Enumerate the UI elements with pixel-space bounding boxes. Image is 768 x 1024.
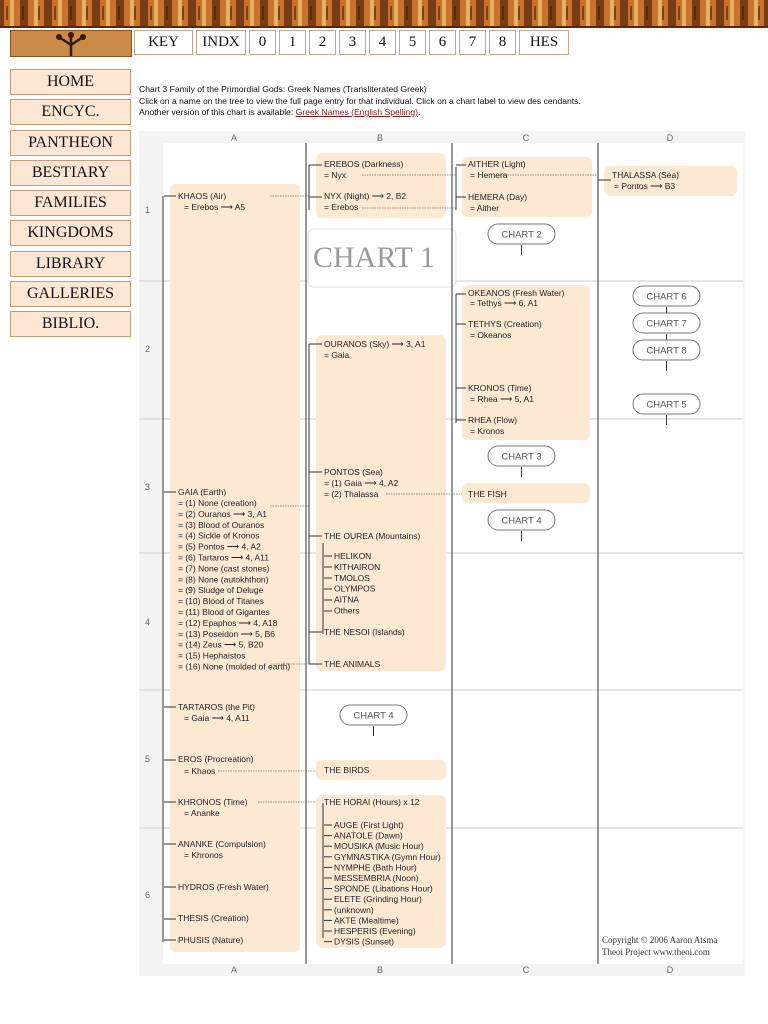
- nesoi-entry[interactable]: THE NESOI (Islands): [324, 627, 405, 637]
- ananke-entry[interactable]: ANANKE (Compulsion): [178, 839, 266, 849]
- chart-button-label-0[interactable]: CHART 2: [501, 229, 542, 241]
- nav-hes-link[interactable]: HES: [519, 30, 569, 55]
- row-header-6: 6: [145, 890, 151, 900]
- theoi-project-line: Theoi Project www.theoi.com: [602, 947, 710, 957]
- copyright-line: Copyright © 2006 Aaron Atsma: [602, 935, 718, 945]
- khronos-entry[interactable]: KHRONOS (Time): [178, 797, 248, 807]
- hour-4[interactable]: NYMPHE (Bath Hour): [334, 862, 417, 873]
- nav-key-link[interactable]: KEY: [134, 30, 193, 55]
- thesis-entry[interactable]: THESIS (Creation): [178, 913, 249, 923]
- fish-entry[interactable]: THE FISH: [468, 489, 507, 499]
- nav-chart-5-link[interactable]: 5: [399, 30, 426, 55]
- rhea-entry[interactable]: RHEA (Flow): [468, 415, 518, 425]
- gaia-spouse-13: = (14) Zeus ⟶ 5, B20: [178, 639, 264, 650]
- kronos-spouse: = Rhea ⟶ 5, A1: [470, 394, 534, 404]
- tethys-entry[interactable]: TETHYS (Creation): [468, 319, 542, 329]
- side-nav-families[interactable]: FAMILIES: [10, 190, 131, 216]
- aither-spouse: = Hemera: [470, 170, 508, 180]
- gaia-spouse-0: = (1) None (creation): [178, 498, 257, 508]
- okeanos-entry[interactable]: OKEANOS (Fresh Water): [468, 288, 565, 298]
- side-nav-biblio[interactable]: BIBLIO.: [10, 311, 131, 337]
- chart-button-label-7[interactable]: CHART 4: [353, 710, 394, 722]
- gaia-spouse-15: = (16) None (molded of earth): [178, 661, 291, 672]
- ouranos-pontos-box: [316, 335, 446, 671]
- side-nav-bestiary[interactable]: BESTIARY: [10, 160, 131, 186]
- hour-0[interactable]: AUGE (First Light): [334, 820, 404, 830]
- chart-button-label-2[interactable]: CHART 7: [646, 318, 687, 330]
- instructions: Click on a name on the tree to view the full page entry for that individual. Click on a chart label to view des cendants.: [139, 95, 581, 106]
- chart-button-label-3[interactable]: CHART 8: [646, 345, 687, 357]
- ananke-spouse: = Khronos: [184, 850, 223, 860]
- row-header-2: 2: [145, 344, 151, 354]
- ourea-entry[interactable]: THE OUREA (Mountains): [324, 531, 421, 541]
- column-footer-D: D: [666, 965, 674, 975]
- hour-9[interactable]: AKTE (Mealtime): [334, 915, 399, 926]
- khaos-spouse: = Erebos ⟶ A5: [184, 202, 246, 212]
- pontos-spouse-1: = (1) Gaia ⟶ 4, A2: [324, 478, 399, 488]
- gaia-spouse-12: = (13) Poseidon ⟶ 5, B6: [178, 628, 276, 639]
- nav-chart-8-link[interactable]: 8: [489, 30, 516, 55]
- gaia-spouse-2: = (3) Blood of Ouranos: [178, 519, 265, 530]
- okeanos-spouse: = Tethys ⟶ 6, A1: [470, 298, 539, 308]
- hydros-entry[interactable]: HYDROS (Fresh Water): [178, 882, 269, 892]
- khaos-entry[interactable]: KHAOS (Air): [178, 191, 227, 201]
- khronos-spouse: = Ananke: [184, 808, 220, 818]
- erebos-spouse: = Nyx: [324, 170, 346, 180]
- gaia-spouse-8: = (9) Sludge of Deluge: [178, 585, 264, 596]
- side-nav-galleries[interactable]: GALLERIES: [10, 281, 131, 307]
- pontos-entry[interactable]: PONTOS (Sea): [324, 467, 383, 477]
- gaia-spouse-3: = (4) Sickle of Kronos: [178, 530, 260, 541]
- hour-3[interactable]: GYMNASTIKA (Gymn Hour): [334, 851, 441, 862]
- nav-chart-6-link[interactable]: 6: [429, 30, 456, 55]
- alt-version-suffix: .: [417, 107, 421, 117]
- aither-entry[interactable]: AITHER (Light): [468, 159, 526, 169]
- hour-6[interactable]: SPONDE (Libations Hour): [334, 883, 433, 894]
- nyx-entry[interactable]: NYX (Night) ⟶ 2, B2: [324, 191, 407, 201]
- chart-button-label-4[interactable]: CHART 5: [646, 399, 687, 411]
- gaia-spouse-6: = (7) None (cast stones): [178, 563, 270, 574]
- animals-entry[interactable]: THE ANIMALS: [324, 659, 381, 669]
- side-nav-encyc[interactable]: ENCYC.: [10, 99, 131, 125]
- column-footer-C: C: [522, 965, 530, 975]
- english-spelling-link[interactable]: Greek Names (English Spelling): [295, 107, 418, 117]
- chart-button-label-6[interactable]: CHART 4: [501, 515, 542, 527]
- nav-index-link[interactable]: INDX: [196, 30, 246, 55]
- nav-chart-7-link[interactable]: 7: [459, 30, 486, 55]
- chart-title: Chart 3 Family of the Primordial Gods: Greek Names (Transliterated Greek): [139, 84, 427, 94]
- tartaros-entry[interactable]: TARTAROS (the Pit): [178, 702, 255, 712]
- side-nav-pantheon[interactable]: PANTHEON: [10, 130, 131, 156]
- erebos-entry[interactable]: EREBOS (Darkness): [324, 159, 404, 169]
- nav-chart-2-link[interactable]: 2: [309, 30, 336, 55]
- hour-7[interactable]: ELETE (Grinding Hour): [334, 894, 422, 905]
- phusis-entry[interactable]: PHUSIS (Nature): [178, 935, 244, 945]
- kronos-entry[interactable]: KRONOS (Time): [468, 383, 532, 393]
- hour-1[interactable]: ANATOLE (Dawn): [334, 830, 403, 841]
- column-footer-B: B: [376, 965, 384, 975]
- nyx-spouse: = Erebos: [324, 202, 359, 212]
- ouranos-spouse: = Gaia: [324, 350, 350, 360]
- horai-entry[interactable]: THE HORAI (Hours) x 12: [324, 797, 420, 807]
- mountain-5[interactable]: Others: [334, 605, 360, 616]
- nav-chart-4-link[interactable]: 4: [369, 30, 396, 55]
- ouranos-entry[interactable]: OURANOS (Sky) ⟶ 3, A1: [324, 339, 426, 349]
- hour-8[interactable]: (unknown): [334, 904, 374, 915]
- alt-version-prefix: Another version of this chart is available:: [139, 107, 296, 117]
- chart-button-label-5[interactable]: CHART 3: [501, 451, 542, 463]
- nav-chart-0-link[interactable]: 0: [249, 30, 276, 55]
- gaia-spouse-5: = (6) Tartaros ⟶ 4, A11: [178, 552, 270, 563]
- mountain-1[interactable]: KITHAIRON: [334, 561, 381, 572]
- row-header-4: 4: [145, 617, 151, 627]
- tartaros-spouse: = Gaia ⟶ 4, A11: [184, 713, 250, 723]
- nav-chart-1-link[interactable]: 1: [279, 30, 306, 55]
- row-header-1: 1: [145, 205, 151, 215]
- watermark-chart-1: CHART 1: [313, 241, 435, 274]
- side-nav-library[interactable]: LIBRARY: [10, 251, 131, 277]
- eros-entry[interactable]: EROS (Procreation): [178, 754, 254, 764]
- hour-2[interactable]: MOUSIKA (Music Hour): [334, 841, 424, 852]
- row-header-5: 5: [145, 754, 151, 764]
- column-header-A: A: [230, 133, 238, 143]
- hemera-entry[interactable]: HEMERA (Day): [468, 192, 528, 202]
- side-nav-kingdoms[interactable]: KINGDOMS: [10, 220, 131, 246]
- column-header-D: D: [666, 133, 674, 143]
- birds-entry[interactable]: THE BIRDS: [324, 765, 370, 775]
- column-footer-A: A: [230, 965, 238, 975]
- hour-10[interactable]: HESPERIS (Evening): [334, 926, 416, 936]
- pontos-spouse-2: = (2) Thalassa: [324, 489, 379, 499]
- mountain-2[interactable]: TMOLOS: [334, 572, 370, 583]
- side-nav-home[interactable]: HOME: [10, 69, 131, 95]
- gaia-entry[interactable]: GAIA (Earth): [178, 487, 227, 497]
- tethys-spouse: = Okeanos: [470, 330, 512, 340]
- gaia-spouse-14: = (15) Hephaistos: [178, 650, 246, 661]
- thalassa-entry[interactable]: THALASSA (Sea): [612, 170, 680, 180]
- hour-5[interactable]: MESSEMBRIA (Noon): [334, 873, 419, 883]
- gaia-spouse-9: = (10) Blood of Titanes: [178, 596, 264, 607]
- nav-chart-3-link[interactable]: 3: [339, 30, 366, 55]
- chart-button-label-1[interactable]: CHART 6: [646, 291, 687, 303]
- thalassa-spouse: = Pontos ⟶ B3: [614, 181, 676, 191]
- eros-spouse: = Khaos: [184, 766, 216, 776]
- mountain-3[interactable]: OLYMPOS: [334, 583, 376, 594]
- hemera-spouse: = Aither: [470, 203, 500, 213]
- hour-11[interactable]: DYSIS (Sunset): [334, 936, 394, 947]
- rhea-spouse: = Kronos: [470, 426, 505, 436]
- gaia-spouse-1: = (2) Ouranos ⟶ 3, A1: [178, 508, 267, 519]
- gaia-spouse-11: = (12) Epaphos ⟶ 4, A18: [178, 617, 278, 628]
- gaia-spouse-10: = (11) Blood of Gigantes: [178, 607, 270, 617]
- mountain-0[interactable]: HELIKON: [334, 551, 372, 561]
- mountain-4[interactable]: AITNA: [334, 594, 360, 605]
- row-header-3: 3: [145, 482, 151, 492]
- gaia-spouse-4: = (5) Pontos ⟶ 4, A2: [178, 541, 261, 552]
- column-header-C: C: [522, 133, 530, 143]
- column-header-B: B: [376, 133, 384, 143]
- gaia-spouse-7: = (8) None (autokhthon): [178, 574, 269, 585]
